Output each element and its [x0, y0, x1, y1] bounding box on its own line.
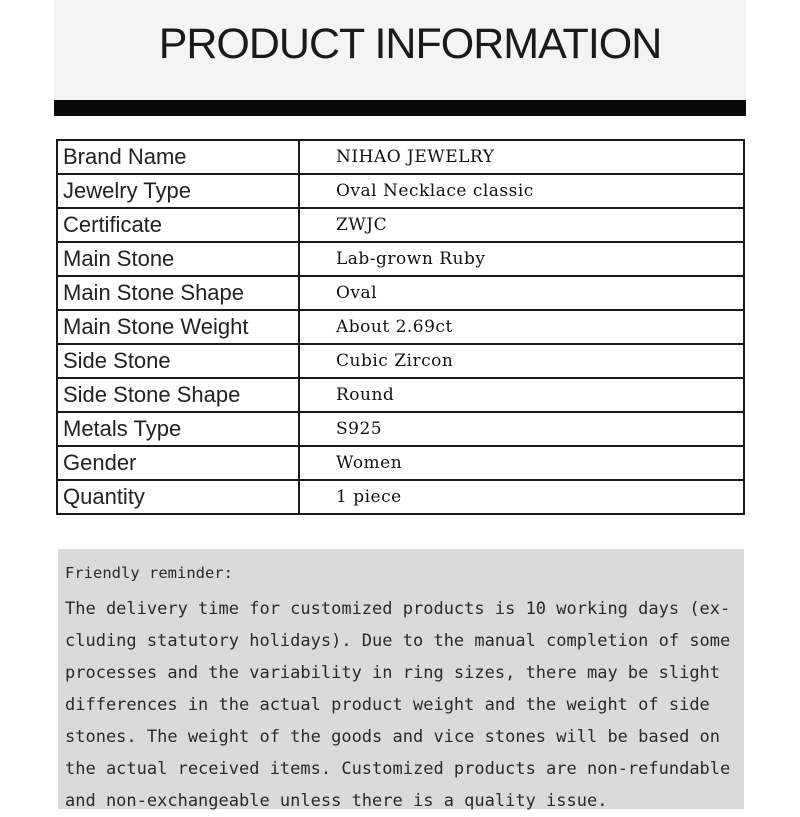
title-divider-bar — [54, 100, 746, 116]
spec-value: S925 — [299, 412, 744, 446]
spec-value: Round — [299, 378, 744, 412]
table-row — [57, 480, 744, 514]
spec-label: Main Stone — [57, 242, 299, 276]
reminder-line: cluding statutory holidays). Due to the manual completion of some — [65, 631, 731, 651]
table-row — [57, 412, 744, 446]
spec-label: Brand Name — [57, 140, 299, 174]
spec-label: Quantity — [57, 480, 299, 514]
spec-value: Women — [299, 446, 744, 480]
spec-value: 1 piece — [299, 480, 744, 514]
spec-value: ZWJC — [299, 208, 744, 242]
spec-value: Oval Necklace classic — [299, 174, 744, 208]
reminder-title: Friendly reminder: — [65, 564, 233, 582]
table-row — [57, 276, 744, 310]
table-row — [57, 446, 744, 480]
spec-table — [56, 139, 745, 515]
spec-label: Main Stone Shape — [57, 276, 299, 310]
table-row — [57, 140, 744, 174]
spec-label: Certificate — [57, 208, 299, 242]
spec-value: Cubic Zircon — [299, 344, 744, 378]
spec-value: Lab-grown Ruby — [299, 242, 744, 276]
spec-value: Oval — [299, 276, 744, 310]
reminder-line: processes and the variability in ring sizes, there may be slight — [65, 663, 721, 683]
table-row — [57, 310, 744, 344]
reminder-line: stones. The weight of the goods and vice stones will be based on — [65, 727, 721, 747]
table-row — [57, 344, 744, 378]
spec-value: NIHAO JEWELRY — [299, 140, 744, 174]
spec-label: Side Stone — [57, 344, 299, 378]
spec-label: Gender — [57, 446, 299, 480]
spec-value: About 2.69ct — [299, 310, 744, 344]
reminder-line: The delivery time for customized products is 10 working days (ex- — [65, 599, 731, 619]
reminder-line: the actual received items. Customized products are non-refundable — [65, 759, 731, 779]
reminder-line: and non-exchangeable unless there is a quality issue. — [65, 791, 608, 811]
reminder-box — [58, 549, 744, 809]
page-title: PRODUCT INFORMATION — [158, 20, 662, 68]
spec-label: Metals Type — [57, 412, 299, 446]
table-row — [57, 208, 744, 242]
reminder-line: differences in the actual product weight and the weight of side — [65, 695, 710, 715]
reminder-text — [65, 593, 730, 817]
table-row — [57, 242, 744, 276]
spec-label: Main Stone Weight — [57, 310, 299, 344]
table-row — [57, 378, 744, 412]
spec-label: Jewelry Type — [57, 174, 299, 208]
table-row — [57, 174, 744, 208]
spec-label: Side Stone Shape — [57, 378, 299, 412]
